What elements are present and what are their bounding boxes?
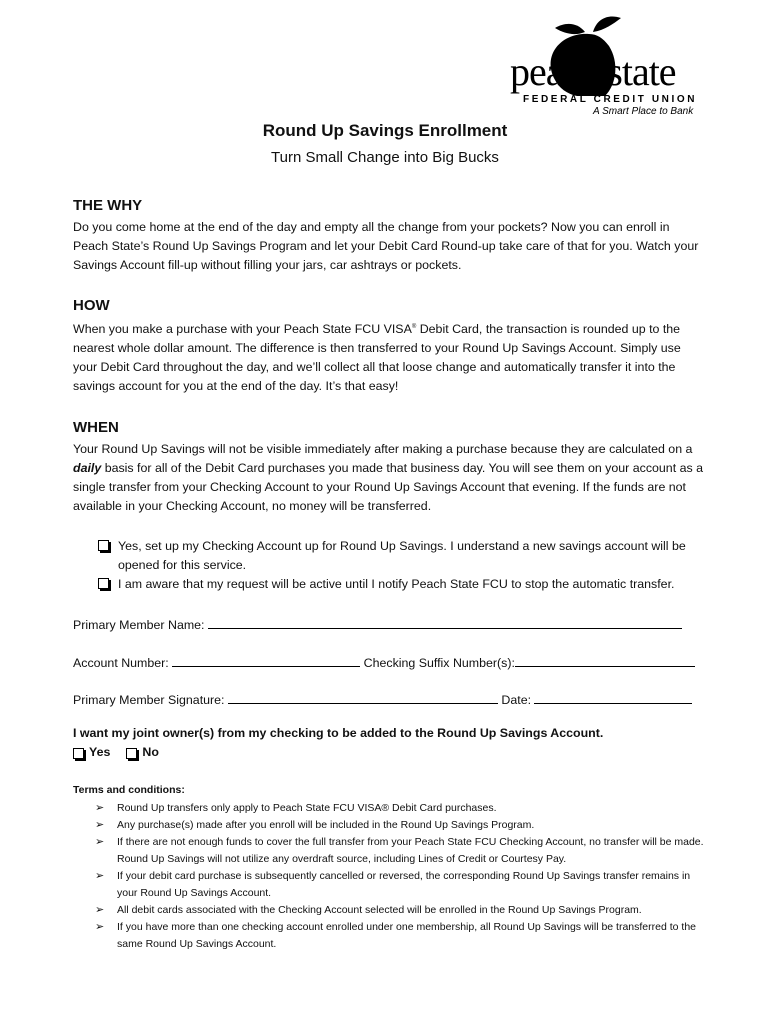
acknowledge-checkbox[interactable] — [98, 578, 109, 589]
arrow-bullet-icon: ➢ — [95, 904, 105, 916]
terms-item — [95, 817, 705, 834]
section-when-body — [73, 440, 705, 516]
arrow-bullet-icon: ➢ — [95, 819, 105, 831]
terms-item — [95, 919, 705, 953]
registered-mark: ® — [411, 324, 417, 330]
terms-item — [95, 868, 705, 902]
terms-item-text: Round Up transfers only apply to Peach State FCU VISA® Debit Card purchases. — [117, 802, 497, 814]
member-name-label: Primary Member Name: — [73, 618, 205, 632]
arrow-bullet-icon: ➢ — [95, 802, 105, 814]
arrow-bullet-icon: ➢ — [95, 921, 105, 933]
suffix-line[interactable] — [515, 653, 695, 667]
terms-item-text: All debit cards associated with the Checking Account selected will be enrolled in the Round Up Savings Program. — [117, 904, 642, 916]
logo-tagline: A Smart Place to Bank — [593, 106, 694, 117]
member-name-field — [73, 615, 682, 633]
logo-wordmark: peach state — [510, 49, 676, 94]
date-label: Date: — [501, 693, 532, 707]
terms-item-text: If there are not enough funds to cover the full transfer from your Peach State FCU Checking Account, no transfer will be made. Round Up Savings will not utilize any overdraft source, including Lines of Credit or Courtesy Pay. — [117, 836, 704, 865]
section-why-text: Do you come home at the end of the day and empty all the change from your pockets? Now you can enroll in Peach State’s Round Up Savings Program and let your Debit Card Round-up take care of that for you. Watch your Savings Account fill-up without filling your jars, car ashtrays or pockets. — [73, 220, 699, 272]
account-number-line[interactable] — [172, 653, 360, 667]
signature-line[interactable] — [228, 690, 498, 704]
signature-field — [73, 690, 692, 708]
arrow-bullet-icon: ➢ — [95, 870, 105, 882]
section-how-heading: HOW — [73, 297, 110, 314]
section-why-body — [73, 218, 705, 275]
joint-owner-options — [73, 745, 175, 759]
terms-heading: Terms and conditions: — [73, 784, 185, 796]
signature-label: Primary Member Signature: — [73, 693, 225, 707]
acknowledge-checkbox-row — [98, 575, 708, 595]
section-why-heading: THE WHY — [73, 197, 143, 214]
joint-yes-label: Yes — [89, 745, 111, 759]
enroll-checkbox[interactable] — [98, 540, 109, 551]
section-how-body — [73, 318, 705, 396]
section-when-text-b: basis for all of the Debit Card purchases you made that business day. You will see them on your account as a single transfer from your Checking Account to your Round Up Savings Account that evening. If the funds are not available in your Checking Account, no money will be transferred. — [73, 461, 703, 513]
joint-no-checkbox[interactable] — [126, 748, 137, 759]
section-when-heading: WHEN — [73, 419, 119, 436]
arrow-bullet-icon: ➢ — [95, 836, 105, 848]
section-when-text-a: Your Round Up Savings will not be visible immediately after making a purchase because they are calculated on a — [73, 442, 693, 456]
account-number-label: Account Number: — [73, 656, 169, 670]
section-how-text-a: When you make a purchase with your Peach State FCU VISA — [73, 322, 412, 337]
joint-yes-checkbox[interactable] — [73, 748, 84, 759]
acknowledge-checkbox-label: I am aware that my request will be active until I notify Peach State FCU to stop the automatic transfer. — [118, 577, 675, 591]
date-line[interactable] — [534, 690, 692, 704]
terms-list — [95, 800, 705, 953]
section-how-text-b: Debit Card, the transaction is rounded up to the nearest whole dollar amount. The difference is then transferred to your Round Up Savings Account. Simply use your Debit Card throughout the day, and we’ll collect all that loose change and automatically transfer it into the savings account for you at the end of the day. It’s that easy! — [73, 322, 681, 394]
member-name-line[interactable] — [208, 615, 682, 629]
joint-no-option[interactable] — [126, 745, 159, 759]
section-when-emphasis: daily — [73, 461, 102, 475]
account-number-field — [73, 653, 695, 671]
enroll-checkbox-label: Yes, set up my Checking Account up for Round Up Savings. I understand a new savings account will be opened for this service. — [118, 539, 686, 572]
joint-owner-question: I want my joint owner(s) from my checking to be added to the Round Up Savings Account. — [73, 726, 604, 740]
suffix-label: Checking Suffix Number(s): — [363, 656, 515, 670]
terms-item-text: If your debit card purchase is subsequently cancelled or reversed, the corresponding Round Up Savings transfer remains in your Round Up Savings Account. — [117, 870, 691, 899]
peach-state-logo — [505, 14, 705, 117]
enroll-checkbox-row — [98, 537, 708, 577]
terms-item — [95, 902, 705, 919]
page-subtitle: Turn Small Change into Big Bucks — [271, 149, 499, 166]
page-title: Round Up Savings Enrollment — [262, 121, 508, 140]
terms-item-text: Any purchase(s) made after you enroll will be included in the Round Up Savings Program. — [117, 819, 535, 831]
joint-yes-option[interactable] — [73, 745, 110, 759]
joint-no-label: No — [142, 745, 159, 759]
terms-item-text: If you have more than one checking account enrolled under one membership, all Round Up Savings will be transferred to the same Round Up Savings Account. — [117, 921, 697, 950]
logo-org-line: FEDERAL CREDIT UNION — [523, 94, 698, 105]
terms-item — [95, 834, 705, 868]
terms-item — [95, 800, 705, 817]
